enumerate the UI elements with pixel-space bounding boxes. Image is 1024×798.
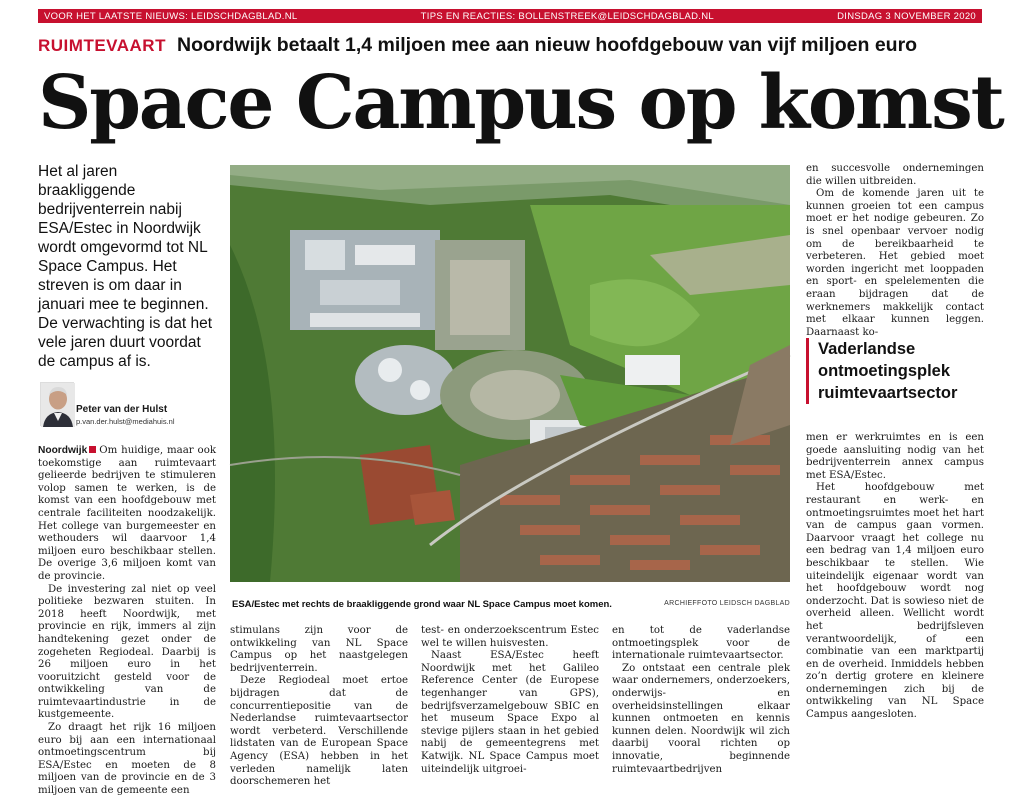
photo-credit: ARCHIEFFOTO LEIDSCH DAGBLAD <box>664 600 790 607</box>
kicker-line <box>38 34 988 57</box>
subheadline: Noordwijk betaalt 1,4 miljoen mee aan nieuw hoofdgebouw van vijf miljoen euro <box>177 34 918 56</box>
article-column-3 <box>421 625 599 776</box>
paragraph: Naast ESA/Estec heeft Noordwijk met het Galileo Reference Center (de Europese tegenhanger van GPS), bedrijfsverzamelgebouw SBIC en het museum Space Expo al stevige pijlers staan in het gebied nabij de gemeentegrens met Katwijk. NL Space Campus moet uiteindelijk uitgroei- <box>421 650 599 775</box>
paragraph: Om de komende jaren uit te kunnen groeien tot een campus moet er het nodige gebeuren. Zo is snel openbaar vervoer nodig om de bereikbaarheid te verbeteren. Het gebied moet worden ingericht met looppaden en sport- en spelelementen die eraan bijdragen dat de werknemers makkelijk contact met elkaar kunnen leggen. Daarnaast ko- <box>806 188 984 338</box>
article-lead-paragraph <box>38 445 216 584</box>
paragraph: Om huidige, maar ook toekomstige aan ruimtevaart gelieerde bedrijven te stimuleren volop samen te werken, is de komst van een hoofdgebouw met centrale faciliteiten noodzakelijk. Het college van burgemeester en wethouders wil daarvoor 1,4 miljoen euro beschikbaar stellen. De overige 3,6 miljoen komt van de provincie. <box>38 445 216 582</box>
topbar-news-link[interactable]: VOOR HET LAATSTE NIEUWS: LEIDSCHDAGBLAD.NL <box>44 10 298 22</box>
author-byline <box>38 382 228 428</box>
paragraph: test- en onderzoekscentrum Estec wel te willen huisvesten. <box>421 625 599 649</box>
dateline: Noordwijk <box>38 445 88 456</box>
paragraph: en tot de vaderlandse ontmoetingsplek voor de internationale ruimtevaartsector. <box>612 625 790 662</box>
paragraph: stimulans zijn voor de ontwikkeling van NL Space Campus op het naastgelegen bedrijventerrein. <box>230 625 408 674</box>
paragraph: men er werkruimtes en is een goede aansluiting nodig van het bedrijventerrein annex campus met ESA/Estec. <box>806 432 984 481</box>
paragraph: Deze Regiodeal moet ertoe bijdragen dat de concurrentiepositie van de Nederlandse ruimtevaartsector wordt verbeterd. Verschillende lidstaten van de European Space Agency (ESA) hebben in het verleden namelijk laten doorschemeren het <box>230 675 408 788</box>
article-column-1 <box>38 445 216 798</box>
section-kicker: RUIMTEVAART <box>38 36 166 55</box>
topbar-tips-contact[interactable]: TIPS EN REACTIES: BOLLENSTREEK@LEIDSCHDAGBLAD.NL <box>420 10 714 22</box>
article-column-5-top <box>806 163 984 339</box>
paragraph: en succesvolle ondernemingen die willen uitbreiden. <box>806 163 984 187</box>
headline: Space Campus op komst <box>38 60 1003 146</box>
article-column-5-bottom <box>806 432 984 722</box>
intro-paragraph: Het al jaren braakliggende bedrijventerrein nabij ESA/Estec in Noordwijk wordt omgevormd tot NL Space Campus. Het streven is om daar in januari mee te beginnen. De verwachting is dat het vele jaren duurt voordat de campus af is. <box>38 163 213 370</box>
pull-quote: Vaderlandse ontmoetingsplek ruimtevaartsector <box>806 338 986 404</box>
topbar-date: DINSDAG 3 NOVEMBER 2020 <box>837 10 976 22</box>
article-column-2 <box>230 625 408 789</box>
dateline-square-icon <box>89 446 96 453</box>
aerial-photo-image <box>230 165 790 582</box>
photo-caption: ESA/Estec met rechts de braakliggende grond waar NL Space Campus moet komen. <box>232 599 612 610</box>
author-avatar <box>40 382 74 426</box>
paragraph: Zo ontstaat een centrale plek waar ondernemers, onderzoekers, onderwijs- en overheidsinstellingen elkaar kunnen ontmoeten en kennis kunnen delen. Noordwijk wil zich daarbij vooral richten op innovatie, beginnende ruimtevaartbedrijven <box>612 662 790 775</box>
paragraph: Het hoofdgebouw met restaurant en werk- en ontmoetingsruimtes moet het hart van de campus gaan vormen. Daarvoor vraagt het college nu een bedrag van 1,4 miljoen euro beschikbaar te stellen. Wie uiteindelijk eigenaar wordt van het hoofdgebouw wordt nog onderzocht. Dat is sowieso niet de overheid alleen. Wellicht wordt het bedrijfsleven verantwoordelijk, of een combinatie van een marktpartij en de overheid. Inmiddels hebben zo’n dertig grotere en kleinere ondernemingen zich bij de ontwikkeling van NL Space Campus aangesloten. <box>806 482 984 721</box>
aerial-photo <box>230 165 790 582</box>
paragraph: De investering zal niet op veel politieke bezwaren stuiten. In 2018 heeft Noordwijk, met provincie en rijk, immers al zijn handtekening gezet onder de zogeheten Regiodeal. Daarbij is 26 miljoen euro in het vooruitzicht gesteld voor de ontwikkeling van de ruimtevaartindustrie in de kustgemeente. <box>38 583 216 721</box>
paragraph: Zo draagt het rijk 16 miljoen euro bij aan een internationaal ontmoetingscentrum bij ESA/Estec en moeten de 8 miljoen van de provincie en de 3 miljoen van de gemeente een <box>38 722 216 797</box>
author-name: Peter van der Hulst <box>76 404 168 415</box>
author-email[interactable]: p.van.der.hulst@mediahuis.nl <box>76 417 175 426</box>
article-column-4 <box>612 625 790 776</box>
top-info-bar <box>38 9 982 23</box>
